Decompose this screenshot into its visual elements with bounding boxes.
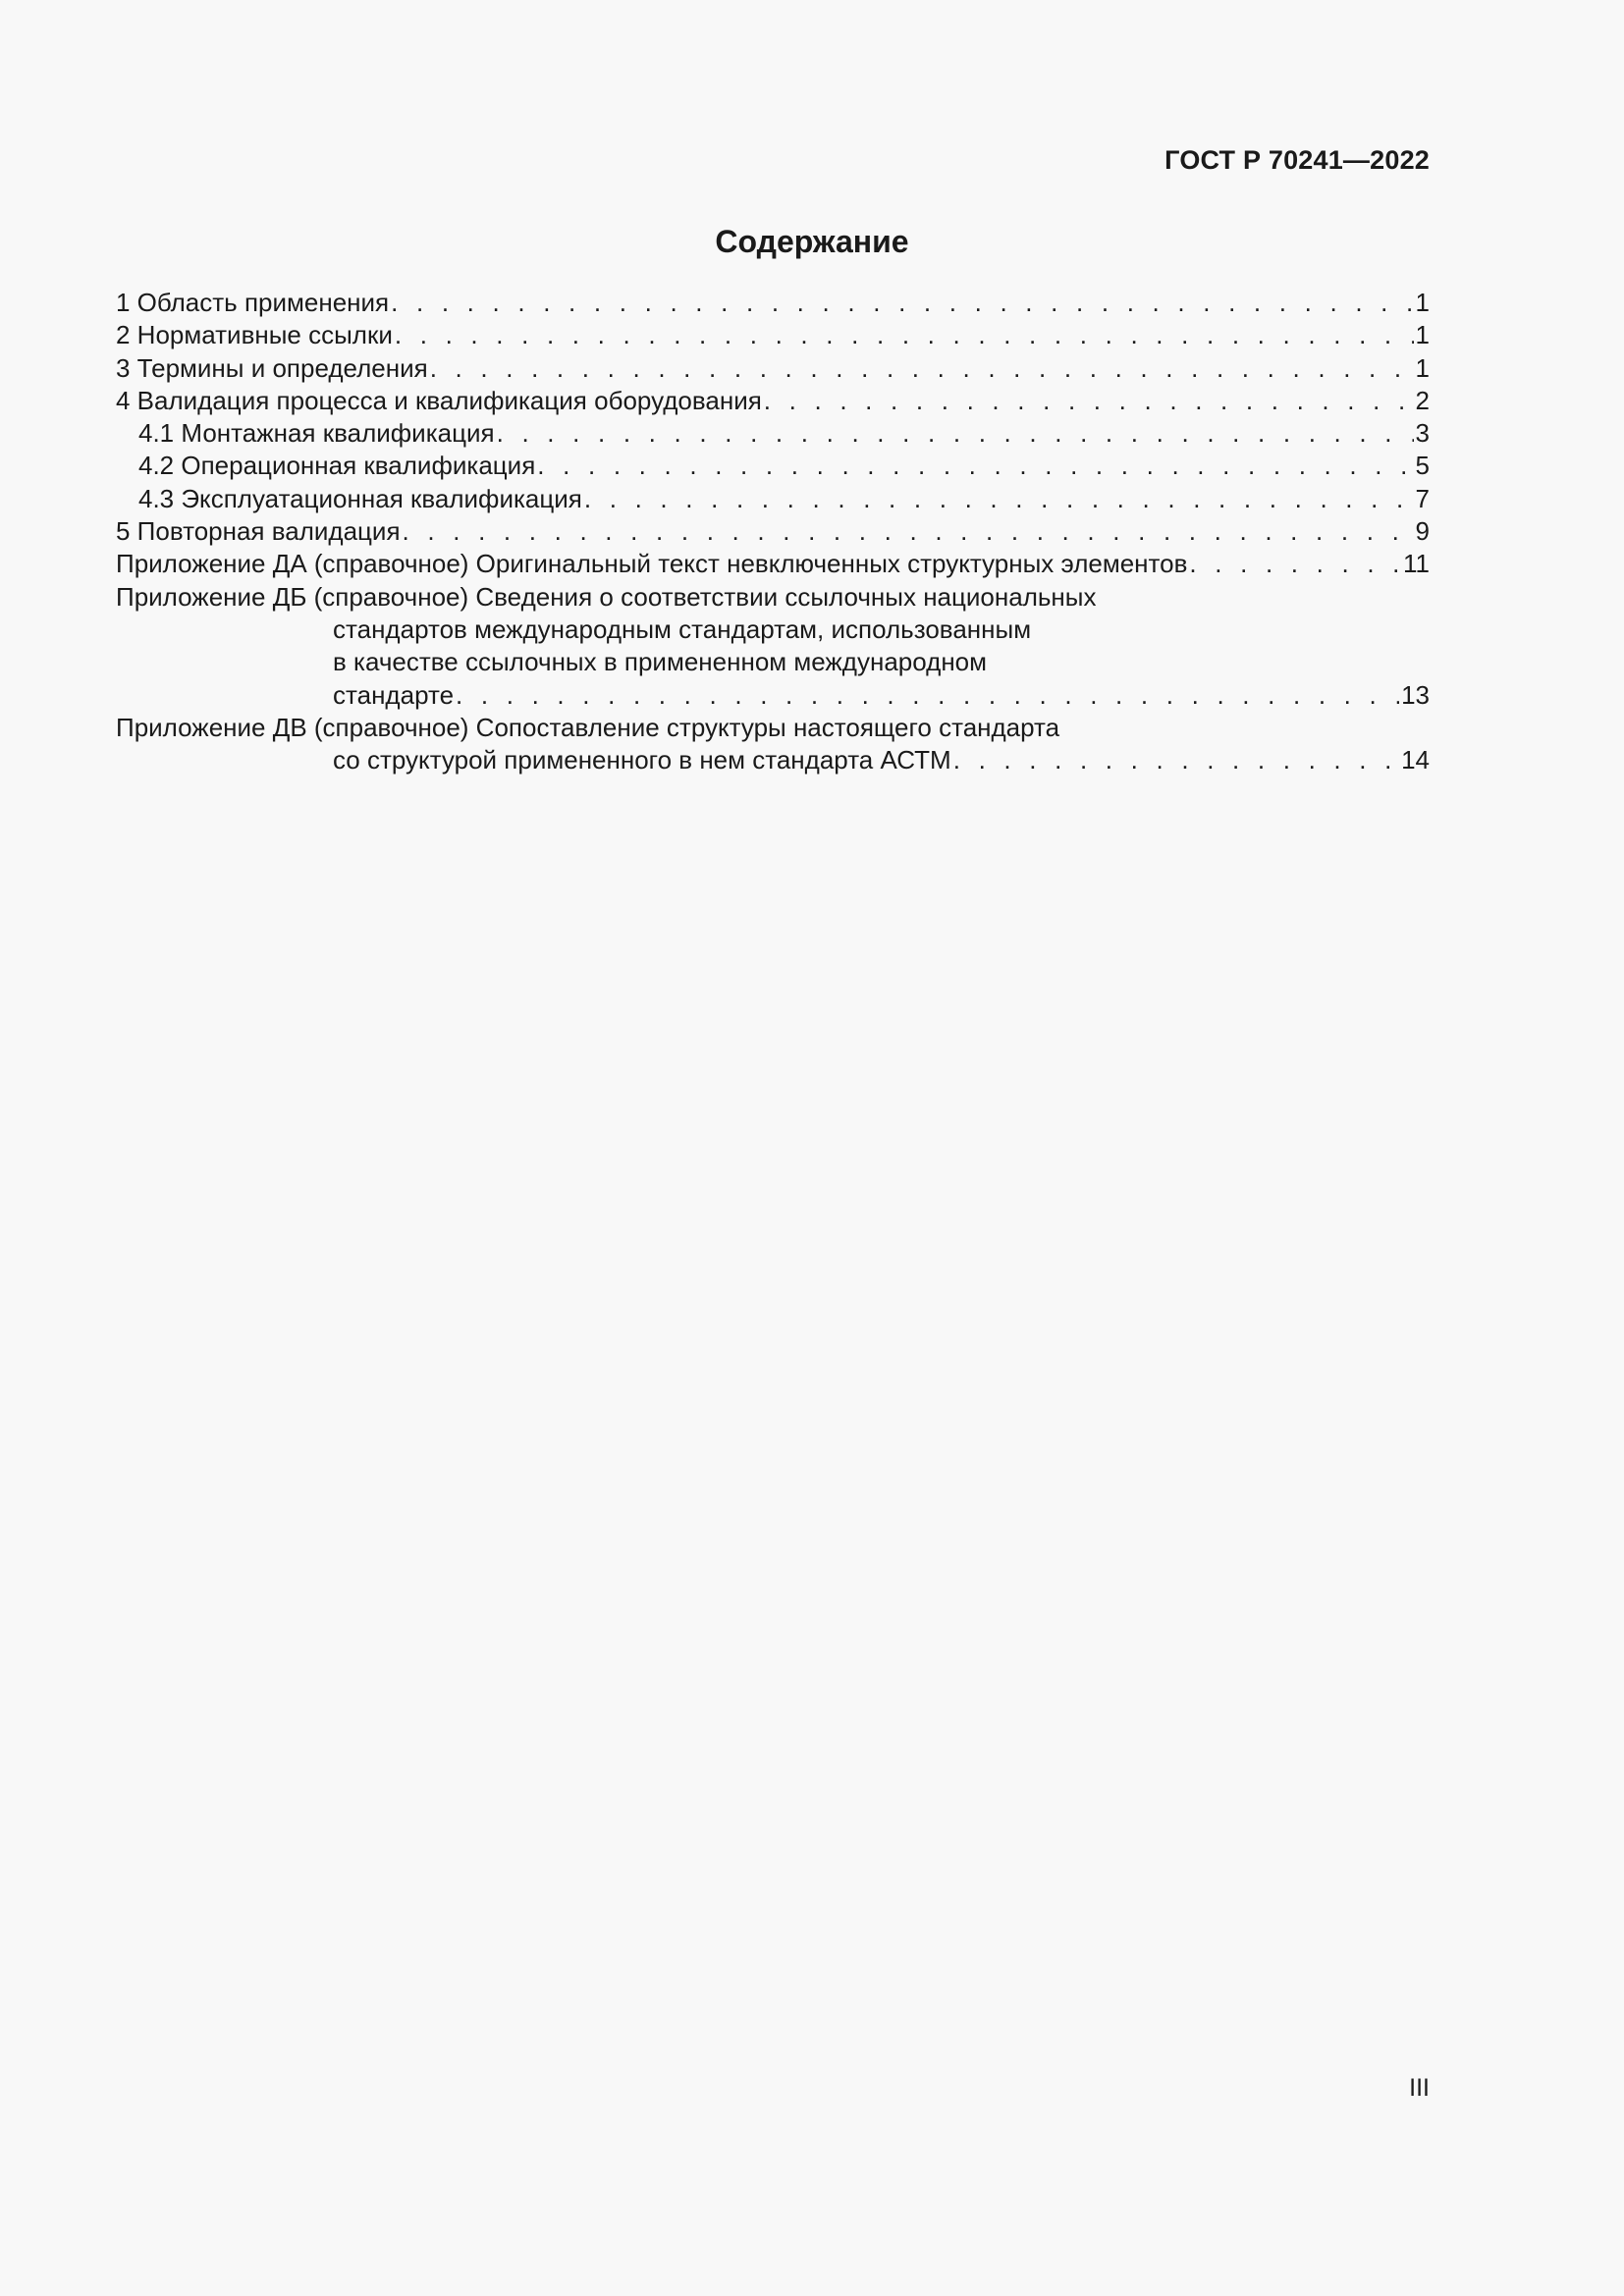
toc-entry-text: 4 Валидация процесса и квалификация оборудования xyxy=(116,385,762,415)
leader-dots xyxy=(764,385,1414,417)
document-code: ГОСТ Р 70241—2022 xyxy=(1164,145,1430,175)
leader-dots xyxy=(584,483,1414,515)
leader-dots xyxy=(456,679,1399,712)
toc-entry-text: 1 Область применения xyxy=(116,288,390,317)
leader-dots xyxy=(537,450,1413,482)
toc-entry-text: 5 Повторная валидация xyxy=(116,516,401,547)
leader-dots xyxy=(1189,548,1401,580)
toc-entry-appendix-dv[interactable] xyxy=(116,712,1430,777)
toc-subentry[interactable] xyxy=(116,450,1430,482)
leader-dots xyxy=(953,744,1399,776)
leader-dots xyxy=(391,287,1413,319)
leader-dots xyxy=(430,352,1414,385)
toc-entry-appendix-da[interactable] xyxy=(116,548,1430,580)
toc-entry[interactable] xyxy=(116,385,1430,417)
leader-dots xyxy=(403,515,1414,548)
toc-entry[interactable] xyxy=(116,287,1430,319)
toc-entry-page: 1 xyxy=(1415,352,1430,383)
toc-entry-page: 2 xyxy=(1415,385,1430,415)
toc-entry-text: Приложение ДБ (справочное) Сведения о соответствии ссылочных национальных xyxy=(116,581,1097,612)
toc-entry-last-line xyxy=(116,679,1430,712)
leader-dots xyxy=(395,319,1414,351)
toc-entry-page: 14 xyxy=(1401,745,1430,775)
toc-entry-text: Приложение ДВ (справочное) Сопоставление структуры настоящего стандарта xyxy=(116,712,1060,742)
toc-entry-page: 11 xyxy=(1403,549,1430,579)
toc-entry-appendix-db[interactable] xyxy=(116,581,1430,712)
toc-entry-page: 9 xyxy=(1415,516,1430,547)
page-title: Содержание xyxy=(715,224,909,259)
toc-entry-page: 3 xyxy=(1415,418,1430,449)
toc-entry[interactable] xyxy=(116,319,1430,351)
toc-entry-text-continuation: стандарте xyxy=(333,679,455,710)
toc-entry-text: 3 Термины и определения xyxy=(116,352,428,383)
page-number: III xyxy=(1409,2074,1430,2102)
toc-entry-text-continuation: со структурой примененного в нем стандарта АСТМ xyxy=(333,745,951,775)
toc-entry-text-continuation: в качестве ссылочных в примененном международном xyxy=(333,647,988,677)
toc-entry[interactable] xyxy=(116,515,1430,548)
toc-entry-page: 5 xyxy=(1415,451,1430,481)
toc-entry-text: Приложение ДА (справочное) Оригинальный текст невключенных структурных элементов xyxy=(116,549,1188,579)
toc-entry-text: 4.3 Эксплуатационная квалификация xyxy=(138,483,582,513)
toc-subentry[interactable] xyxy=(116,417,1430,450)
toc-entry-last-line xyxy=(116,744,1430,776)
leader-dots xyxy=(497,417,1414,450)
table-of-contents xyxy=(116,287,1430,776)
toc-entry-text-continuation: стандартов международным стандартам, использованным xyxy=(333,614,1032,644)
toc-entry-text: 4.2 Операционная квалификация xyxy=(138,451,536,481)
toc-entry-page: 13 xyxy=(1401,679,1430,710)
toc-entry[interactable] xyxy=(116,352,1430,385)
toc-entry-page: 1 xyxy=(1415,320,1430,350)
toc-subentry[interactable] xyxy=(116,483,1430,515)
toc-entry-text: 2 Нормативные ссылки xyxy=(116,320,393,350)
toc-entry-page: 1 xyxy=(1415,288,1430,317)
toc-entry-text: 4.1 Монтажная квалификация xyxy=(138,418,495,449)
toc-entry-page: 7 xyxy=(1415,483,1430,513)
